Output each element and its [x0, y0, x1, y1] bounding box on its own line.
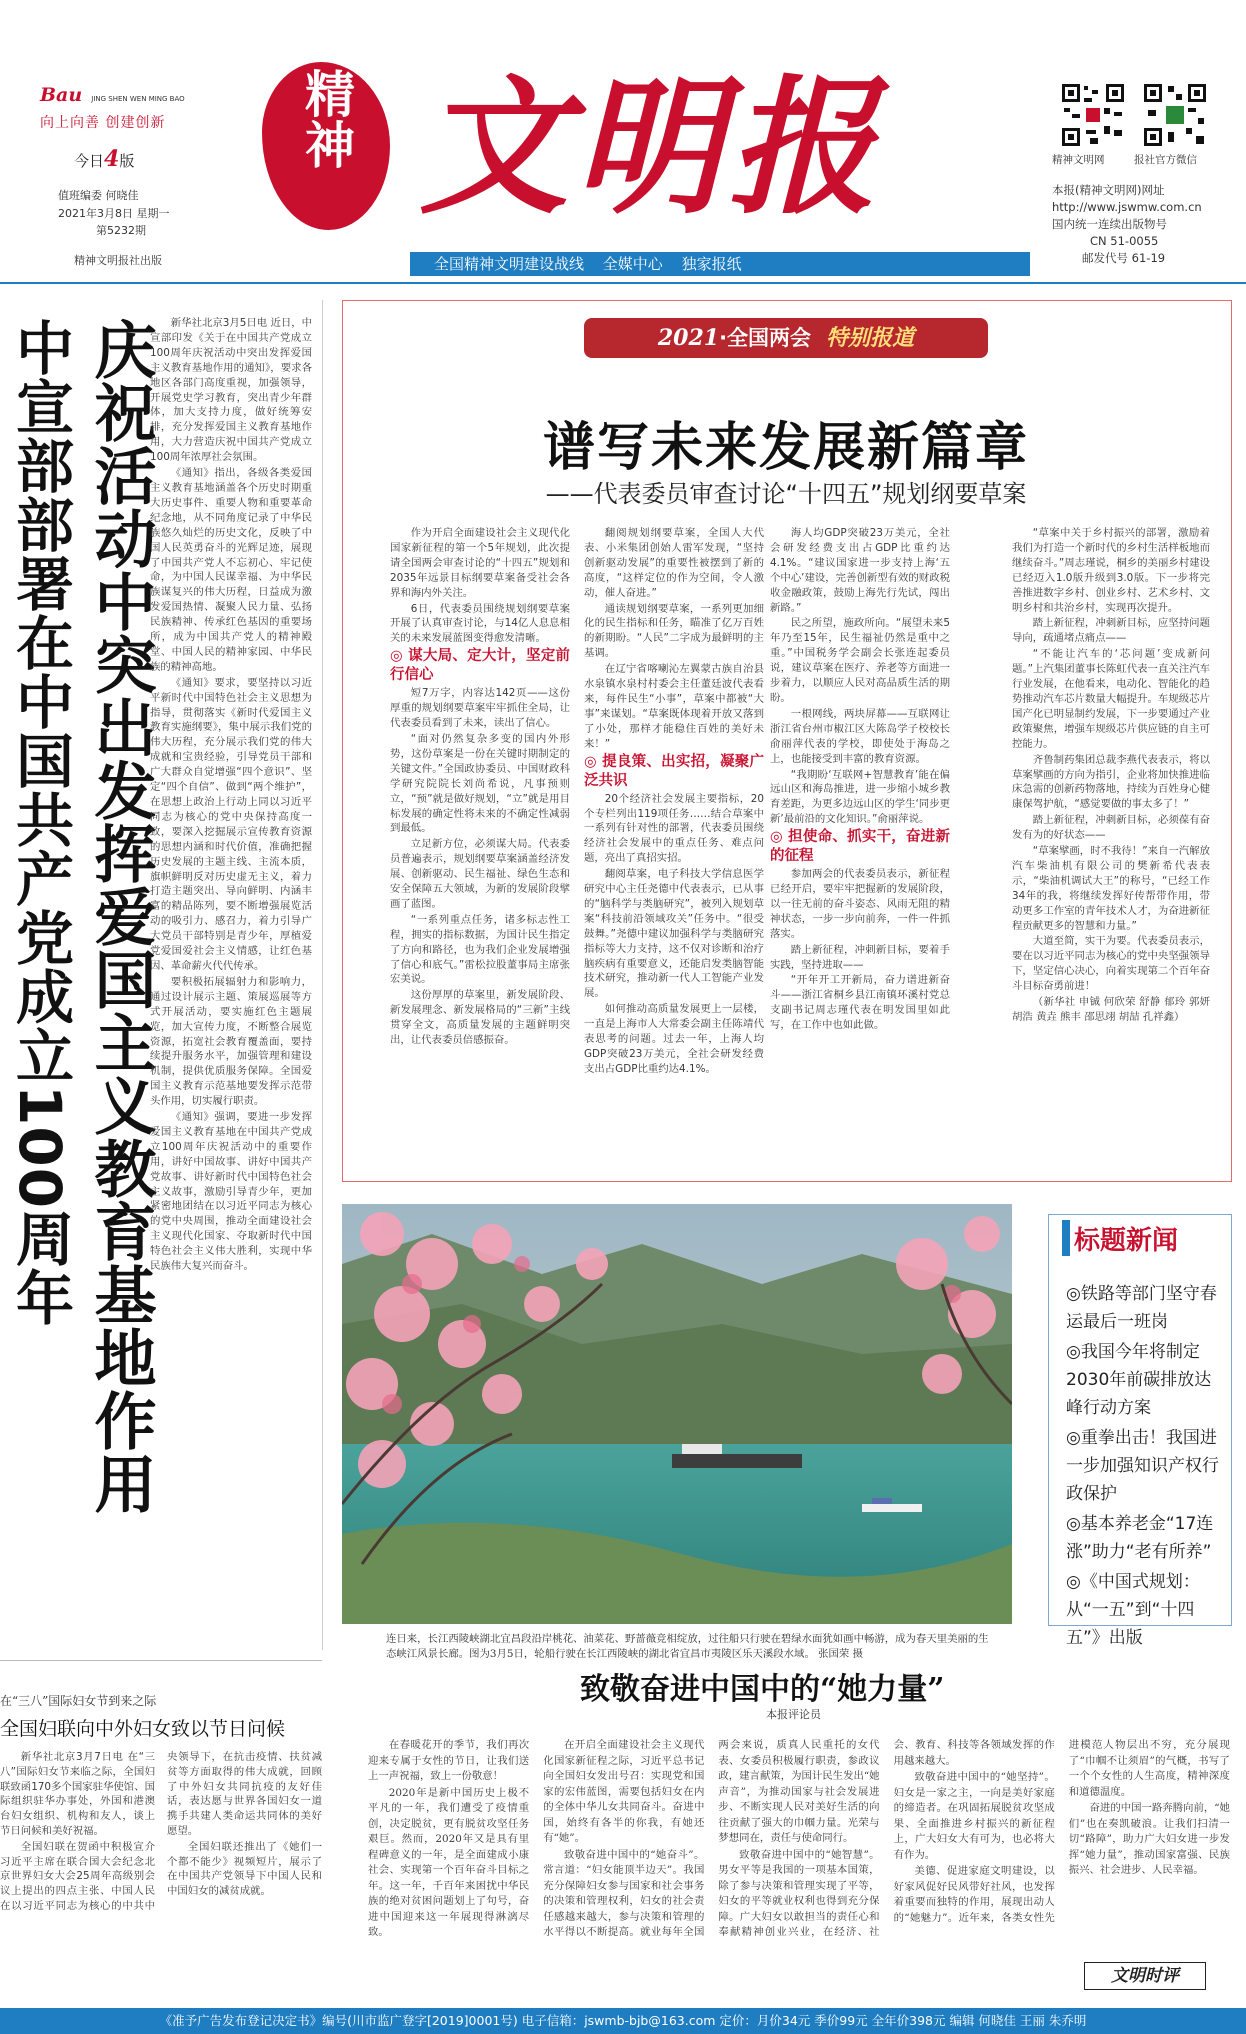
paragraph: 通读规划纲要草案，一系列更加细化的民生指标和任务，瞄准了亿万百姓的新期盼。“人民”二字成为最鲜明的主基调。	[584, 602, 764, 660]
paragraph: 新华社北京3月5日电 近日，中宣部印发《关于在中国共产党成立100周年庆祝活动中突出发挥爱国主义教育基地作用的通知》，要求各地区各部门高度重视，加强领导，开展党史学习教育，突出青少年群体，加大支持力度，做好统筹安排，充分发挥爱国主义教育基地作用，大力营造庆祝中国共产党成立100周年浓厚社会氛围。	[150, 317, 312, 464]
paragraph: 新华社北京3月7日电 在“三八”国际妇女节来临之际，全国妇联致函170多个国家驻华使馆、国际组织驻华办事处，外国和港澳台妇女组织、机构和友人，谈上节日问候和美好祝福。	[0, 1751, 155, 1837]
paragraph: 齐鲁制药集团总裁李燕代表表示，将以草案擘画的方向为指引，企业将加快推进临床急需的创新药物落地，持续为百姓身心健康保驾护航，“感觉要做的事太多了！”	[1012, 753, 1210, 811]
paragraph: 致敬奋进中国中的“她智慧”。男女平等是我国的一项基本国策，除了参与决策和管理实现了平等，妇女的平等就业权利也得到充分保障。广大妇女以敢担当的责任心和奉献精神创业兴业，在经济、社会、教育、科技等各领域发挥的作用越来越大。	[718, 1739, 1055, 1938]
feature-subheadline: ——代表委员审查讨论“十四五”规划纲要草案	[545, 480, 1027, 508]
photo-caption: 连日来，长江西陵峡湖北宜昌段沿岸桃花、油菜花、野蔷薇竞相绽放，过往船只行驶在碧绿水面犹如画中畅游，成为春天里美丽的生态峡江风景长廊。图为3月5日，轮船行驶在长江西陵峡的湖北省宜昌市夷陵区乐天溪段水域。 张国荣 摄	[386, 1633, 989, 1660]
paragraph: “不能让汽车的‘芯问题’变成新问题。”上汽集团董事长陈虹代表一直关注汽车行业发展，在他看来，电动化、智能化的趋势推动汽车芯片数量大幅提升。车规级芯片国产化已明显制约发展，下一步要通过产业政策聚焦，增强车规级芯片供应链的自主可控能力。	[1012, 648, 1210, 750]
feature-subheading: ◎ 担使命、抓实干，奋进新的征程	[770, 829, 950, 865]
paragraph: 6日，代表委员围绕规划纲要草案开展了认真审查讨论，与14亿人息息相关的未来发展蓝图变得愈发清晰。	[390, 602, 570, 645]
qr-label-wechat: 报社官方微信	[1134, 154, 1197, 166]
women-title: 全国妇联向中外妇女致以节日问候	[0, 1718, 286, 1740]
publication-info	[1052, 182, 1232, 267]
headline-item[interactable]: ◎重拳出击！我国进一步加强知识产权行政保护	[1066, 1428, 1219, 1504]
feature-column	[390, 526, 570, 1166]
paragraph: 致敬奋进中国中的“她奋斗”。常言道：“妇女能顶半边天”。我国充分保障妇女参与国家和社会事务的决策和管理权利，妇女的社会责任感越来越大，参与决策和管理的水平得以不断提高。就业每年全国两会来说，质真人民重托的女代表、女委员积极履行职责，参政议政，建言献策，为国计民生发出“她声音”，为推动国家与社会发展进步、不断实现人民对美好生活的向往贡献了强大的巾帼力量。光荣与梦想同在，责任与使命同行。	[543, 1739, 880, 1938]
paragraph: “草案擘画，时不我待！”来自一汽解放汽车柴油机有限公司的樊新希代表表示，“柴油机调试大王”的称号，“已经工作34年的我，将继续发挥好传帮带作用，带动更多工作室的青年技术人才，为奋进新征程贡献更多的智慧和力量。”	[1012, 845, 1210, 932]
paragraph: 致敬奋进中国中的“她坚持”。妇女是一家之主，一向是美好家庭的缔造者。在巩固拓展脱贫攻坚成果、全面推进乡村振兴的新征程上，广大妇女大有可为，也必将大有作为。	[893, 1771, 1055, 1861]
title-seal	[262, 62, 390, 230]
logo-mark: Bau	[40, 84, 83, 106]
banner-text: ·全国两会	[719, 326, 812, 350]
paragraph: “开年开工开新局，奋力谱进新奋斗——浙江省桐乡县江南镇环溪村党总支副书记周志瑾代表在明发国里如此写，在工作中也如此做。	[770, 974, 950, 1032]
feature-subheading: ◎ 提良策、出实招，凝聚广泛共识	[584, 753, 764, 789]
special-report-banner	[584, 318, 988, 358]
headlines-list	[1066, 1280, 1226, 1652]
paragraph: 踏上新征程，冲刺新目标，必须葆有奋发有为的好状态——	[1012, 814, 1210, 842]
qr-code-website	[1060, 82, 1126, 148]
issue-number: 第5232期	[96, 224, 146, 237]
paragraph: 踏上新征程，冲刺新目标，应坚持问题导向，疏通堵点痛点——	[1012, 617, 1210, 645]
paragraph: 翻阅规划纲要草案，全国人大代表、小米集团创始人雷军发现，“坚持创新驱动发展”的重要性被摆到了新的高度，“这样定位的作为空间，令人激动，催人奋进。”	[584, 527, 764, 599]
women-kicker: 在“三八”国际妇女节到来之际	[0, 1694, 157, 1708]
paragraph: 《通知》强调，要进一步发挥爱国主义教育基地在中国共产党成立100周年庆祝活动中的重要作用，讲好中国故事、讲好中国共产党故事、讲好新时代中国特色社会主义故事，激励引导青少年，更加紧密地团结在以习近平同志为核心的党中央周围，推动全面建设社会主义现代化国家、夺取新时代中国特色社会主义伟大胜利，实现中华民族伟大复兴而奋斗。	[150, 1111, 312, 1273]
paragraph: 民之所望，施政所向。“展望未来5年乃至15年，民生福祉仍然是重中之重。”中国税务学会副会长张连起委员说，建议草案在医疗、养老等方面进一步着力，以顺应人民对高品质生活的期盼。	[770, 617, 950, 704]
river-photo-image	[342, 1204, 1012, 1624]
paragraph: “草案中关于乡村振兴的部署，激励着我们为打造一个新时代的乡村生活样板地而继续奋斗。”周志瑾说，桐乡的美丽乡村建设已经迈入1.0版升级到3.0版。下一步将完善推进数字乡村、创业乡村、艺术乡村、文明乡村和共治乡村，实现再次提升。	[1012, 527, 1210, 614]
qr-icon	[1060, 82, 1126, 148]
masthead-divider	[0, 282, 1246, 284]
paragraph: 20个经济社会发展主要指标，20个专栏列出119项任务……结合草案中一系列有针对性的部署，代表委员围绕经济社会发展中的重点任务、难点问题，亮出了真招实招。	[584, 792, 764, 865]
info-line: 本报(精神文明网)网址	[1052, 183, 1165, 197]
photo	[342, 1204, 1012, 1624]
column-divider	[322, 300, 323, 1650]
bar-item: 独家报纸	[681, 255, 742, 273]
slogan: 向上向善 创建创新	[40, 115, 166, 131]
paragraph: “我期盼‘互联网+智慧教育’能在偏远山区和海岛推进，进一步缩小城乡教育差距，为更多边远山区的学生‘同步更新’最前沿的文化知识。”俞丽萍说。	[770, 768, 950, 826]
qr-icon	[1142, 82, 1208, 148]
left-story-body	[150, 316, 312, 1716]
paragraph: 参加两会的代表委员表示，新征程已经开启，要牢牢把握新的发展阶段，以一往无前的奋斗姿态、风雨无阻的精神状态，一步一步向前奔，一件一件抓落实。	[770, 868, 950, 940]
commentary-stamp: 文明时评	[1084, 1962, 1206, 1990]
headlines-title: 标题新闻	[1074, 1226, 1179, 1256]
banner-year: 2021	[657, 325, 720, 351]
paragraph: （新华社 申铖 何欣荣 舒静 郁玲 郭妍 胡浩 黄垚 熊丰 邵思翊 胡喆 孔祥鑫）	[1012, 996, 1210, 1023]
paragraph: 《通知》指出，各级各类爱国主义教育基地涵盖各个历史时期重大历史事件、重要人物和重要革命纪念地，从不同角度记录了中华民族悠久灿烂的历史文化，反映了中国人民英勇奋斗的光辉足迹，展现了中国共产党人不忘初心、牢记使命，为中国人民谋幸福、为中华民族谋复兴的伟大历程，日益成为激发爱国热情、凝聚人民力量、弘扬民族精神、传承红色基因的重要场所，成为中国共产党人的精神殿堂、中国人民的精神家园、中华民族的精神高地。	[150, 467, 312, 673]
qr-label-website: 精神文明网	[1052, 154, 1105, 166]
paragraph: 要积极拓展辐射力和影响力，通过设计展示主题、策展巡展等方式开展活动，要实施红色主题展览，加大宣传力度，不断整合展览资源，拓宽社会教育覆盖面，要持续提升服务水平，加强管理和建设机制，提供优质服务保障。全国爱国主义教育示范基地要发挥示范带头作用，切实履行职责。	[150, 975, 312, 1108]
headline-item[interactable]: ◎铁路等部门坚守春运最后一班岗	[1066, 1284, 1217, 1332]
left-story-title-2: 中宣部部署在中国共产党成立100周年	[6, 318, 74, 1328]
paragraph: 这份厚厚的草案里，新发展阶段、新发展理念、新发展格局的“三新”主线贯穿全文，高质量发展的主题鲜明突出，让代表委员倍感振奋。	[390, 989, 570, 1047]
headline-item[interactable]: ◎《中国式规划：从“一五”到“十四五”》出版	[1066, 1572, 1200, 1648]
banner-special: 特别报道	[826, 325, 915, 351]
today-pages: 今日4版	[74, 146, 135, 172]
logo-pinyin: JING SHEN WEN MING BAO	[91, 95, 185, 103]
paragraph: 奋进的中国一路奔腾向前，“她们”也在奏凯破浪。让我们扫清一切“路障”，助力广大妇女进一步发挥“她力量”，推动国家富强、民族振兴、社会进步、人民幸福。	[1068, 1802, 1230, 1876]
paragraph: 全国妇联还推出了《她们一个都不能少》视频短片，展示了在中国共产党领导下中国人民和中国妇女的减贫成就。	[167, 1840, 322, 1898]
section-divider	[0, 1660, 322, 1661]
paragraph: “一系列重点任务，诸多标志性工程，拥实的指标数据，为国计民生指定了方向和路径，也为我们企业发展增强了信心和底气。”雷松拉股董事局主席张宏美说。	[390, 913, 570, 986]
paragraph: 全国妇联在贺函中积极宣介习近平主席在联合国大会纪念北京世界妇女大会25周年高级别会议上提出的四点主张、中国人民在以习近平同志为核心的中共中央领导下，在抗击疫情、扶贫减贫等方面取得的伟大成就，回顾了中外妇女共同抗疫的友好佳话，表达愿与世界各国妇女一道携手共建人类命运共同体的美好愿望。	[0, 1751, 322, 1912]
bar-item: 全国精神文明建设战线	[434, 255, 585, 273]
paragraph: 短7万字，内容达142页——这份厚重的规划纲要草案牢牢抓住全局，让代表委员看到了未来，读出了信心。	[390, 687, 570, 730]
headline-item[interactable]: ◎我国今年将制定2030年前碳排放达峰行动方案	[1066, 1342, 1212, 1418]
paragraph: 在辽宁省喀喇沁左翼蒙古族自治县水泉镇水泉村村委会主任董廷波代表看来，每件民生“小事”，草案中都被“大事”来谋划。“草案既体现着开放又落到了小处，那样才能稳住百姓的美好未来！”	[584, 663, 764, 750]
seal-text: 精神	[297, 68, 356, 170]
paragraph: 在春暖花开的季节，我们再次迎来专属于女性的节日，让我们送上一声祝福，致上一份敬意！	[368, 1739, 530, 1782]
paragraph: 踏上新征程，冲刺新目标，要着手实践，坚持进取——	[770, 943, 950, 971]
newspaper-title: 文明报	[420, 60, 882, 234]
tagline-bar	[410, 252, 1030, 276]
publisher: 精神文明报社出版	[74, 254, 162, 267]
paragraph: 翻阅草案，电子科技大学信息医学研究中心主任尧德中代表表示，已从事的“脑科学与类脑研究”，被列入规划草案“科技前沿领域攻关”任务中。“很受鼓舞。”尧德中建议加强科学与类脑研究指标等大力支持，这不仅对诊断和治疗脑疾病有重要意义，还能启发类脑智能技术研究，推动新一代人工智能产业发展。	[584, 868, 764, 1000]
commentary-body	[368, 1738, 1230, 1992]
bar-item: 全媒中心	[602, 255, 663, 273]
paragraph: 如何推动高质量发展更上一层楼，一直是上海市人大常委会副主任陈靖代表思考的问题。过去一年，上海人均GDP突破23万美元，全社会研发经费支出占GDP比重约达4.1%。	[584, 1003, 764, 1075]
feature-subheading: ◎ 谋大局、定大计，坚定前行信心	[390, 648, 570, 684]
info-line: CN 51-0055	[1090, 234, 1159, 248]
feature-headline: 谱写未来发展新篇章	[542, 418, 1029, 478]
info-line: http://www.jswmw.com.cn	[1052, 200, 1202, 214]
paragraph: 作为开启全面建设社会主义现代化国家新征程的第一个5年规划，此次提请全国两会审查讨论的“十四五”规划和2035年远景目标纲要草案备受社会各界和海内外关注。	[390, 527, 570, 599]
paragraph: 一根网线，两块屏幕——互联网让浙江省台州市椒江区大陈岛学子校校长俞丽萍代表的学校，即使处于海岛之上，也能接受到丰富的教育资源。	[770, 707, 950, 765]
footer-bar: 《准予广告发布登记决定书》编号(川市监广登字[2019]0001号) 电子信箱：jswmb-bjb@163.com 定价：月价34元 季价99元 全年价398元 编辑 何晓佳 王丽 朱乔明	[0, 2008, 1246, 2034]
info-line: 邮发代号 61-19	[1082, 251, 1166, 265]
feature-column	[770, 526, 950, 1166]
paragraph: 海人均GDP突破23万美元，全社会研发经费支出占GDP比重约达4.1%。“建议国家进一步支持上海‘五个中心’建设，完善创新型有效的财政税收金融政策，鼓励上海先行先试，闯出新路。”	[770, 527, 950, 614]
paragraph: 在开启全面建设社会主义现代化国家新征程之际，习近平总书记向全国妇女发出号召：实现党和国家的宏伟蓝图，需要包括妇女在内的全体中华儿女共同奋斗。奋进中国，始终有各半的你我，有她还有“她”。	[543, 1739, 705, 1844]
info-line: 国内统一连续出版物号	[1052, 217, 1167, 231]
paragraph: 大道至简，实干为要。代表委员表示，要在以习近平同志为核心的党中央坚强领导下，坚定信心决心，向着实现第二个百年奋斗目标奋勇前进！	[1012, 935, 1210, 993]
paragraph: “面对仍然复杂多变的国内外形势，这份草案是一份在关键时期制定的关键文件。”全国政协委员、中国财政科学研究院院长刘尚希说，凡事预则立，“预”就是做好规划，“立”就是用目标发展的确定性将未来的不确定性减弱到最低。	[390, 732, 570, 835]
feature-column	[584, 526, 764, 1166]
paragraph: 2020年是新中国历史上极不平凡的一年，我们遭受了疫情重创，决定脱贫，更有脱贫攻坚任务艰巨。然而，2020年又是具有里程碑意义的一年，是全面建成小康社会、实现第一个百年奋斗目标之年。这一年，千百年来困扰中华民族的绝对贫困问题划上了句号，奋进中国迎来这一年展现得淋漓尽致。	[368, 1786, 530, 1938]
paragraph: 美德、促进家庭文明建设，以好家风促好民风带好社风，也发挥着重要而独特的作用，展现出动人的“她魅力”。近年来，各类女性先进模范人物层出不穷，充分展现了“巾帼不让须眉”的气概，书写了一个个女性的人生高度，精神深度和道德温度。	[893, 1739, 1230, 1924]
paragraph: 《通知》要求，要坚持以习近平新时代中国特色社会主义思想为指导，贯彻落实《新时代爱国主义教育实施纲要》，集中展示我们党的伟大历程，充分展示我们党的伟大成就和宝贵经验，引导党员干部和广大群众自觉增强“四个意识”、坚定“四个自信”、做到“两个维护”，在思想上政治上行动上同以习近平同志为核心的党中央保持高度一致，要深入挖掘展示宣传教育资源的思想内涵和时代价值，准确把握历史发展的主题主线、主流本质，旗帜鲜明反对历史虚无主义，着力打造主题突出、导向鲜明、内涵丰富的精品陈列，要不断增强展览活动的吸引力、感召力，着力引导广大党员干部特别是青少年，厚植爱党爱国爱社会主义情感，让红色基因、革命薪火代代传承。	[150, 676, 312, 972]
commentary-byline: 本报评论员	[766, 1708, 821, 1721]
duty-editor: 值班编委 何晓佳	[58, 189, 139, 202]
women-body	[0, 1750, 322, 1990]
left-story-title: 庆祝活动中突出发挥爱国主义教育基地作用	[84, 318, 157, 1515]
feature-column	[1012, 526, 1210, 1166]
issue-date: 2021年3月8日 星期一	[58, 207, 170, 220]
commentary-title: 致敬奋进中国中的“她力量”	[580, 1672, 945, 1707]
headlines-marker	[1062, 1220, 1070, 1256]
qr-code-wechat	[1142, 82, 1208, 148]
paragraph: 立足新方位，必须谋大局。代表委员普遍表示，规划纲要草案涵盖经济发展、创新驱动、民生福祉、绿色生态和安全保障五大领域，为新的发展阶段擘画了蓝图。	[390, 838, 570, 910]
headline-item[interactable]: ◎基本养老金“17连涨”助力“老有所养”	[1066, 1514, 1214, 1562]
